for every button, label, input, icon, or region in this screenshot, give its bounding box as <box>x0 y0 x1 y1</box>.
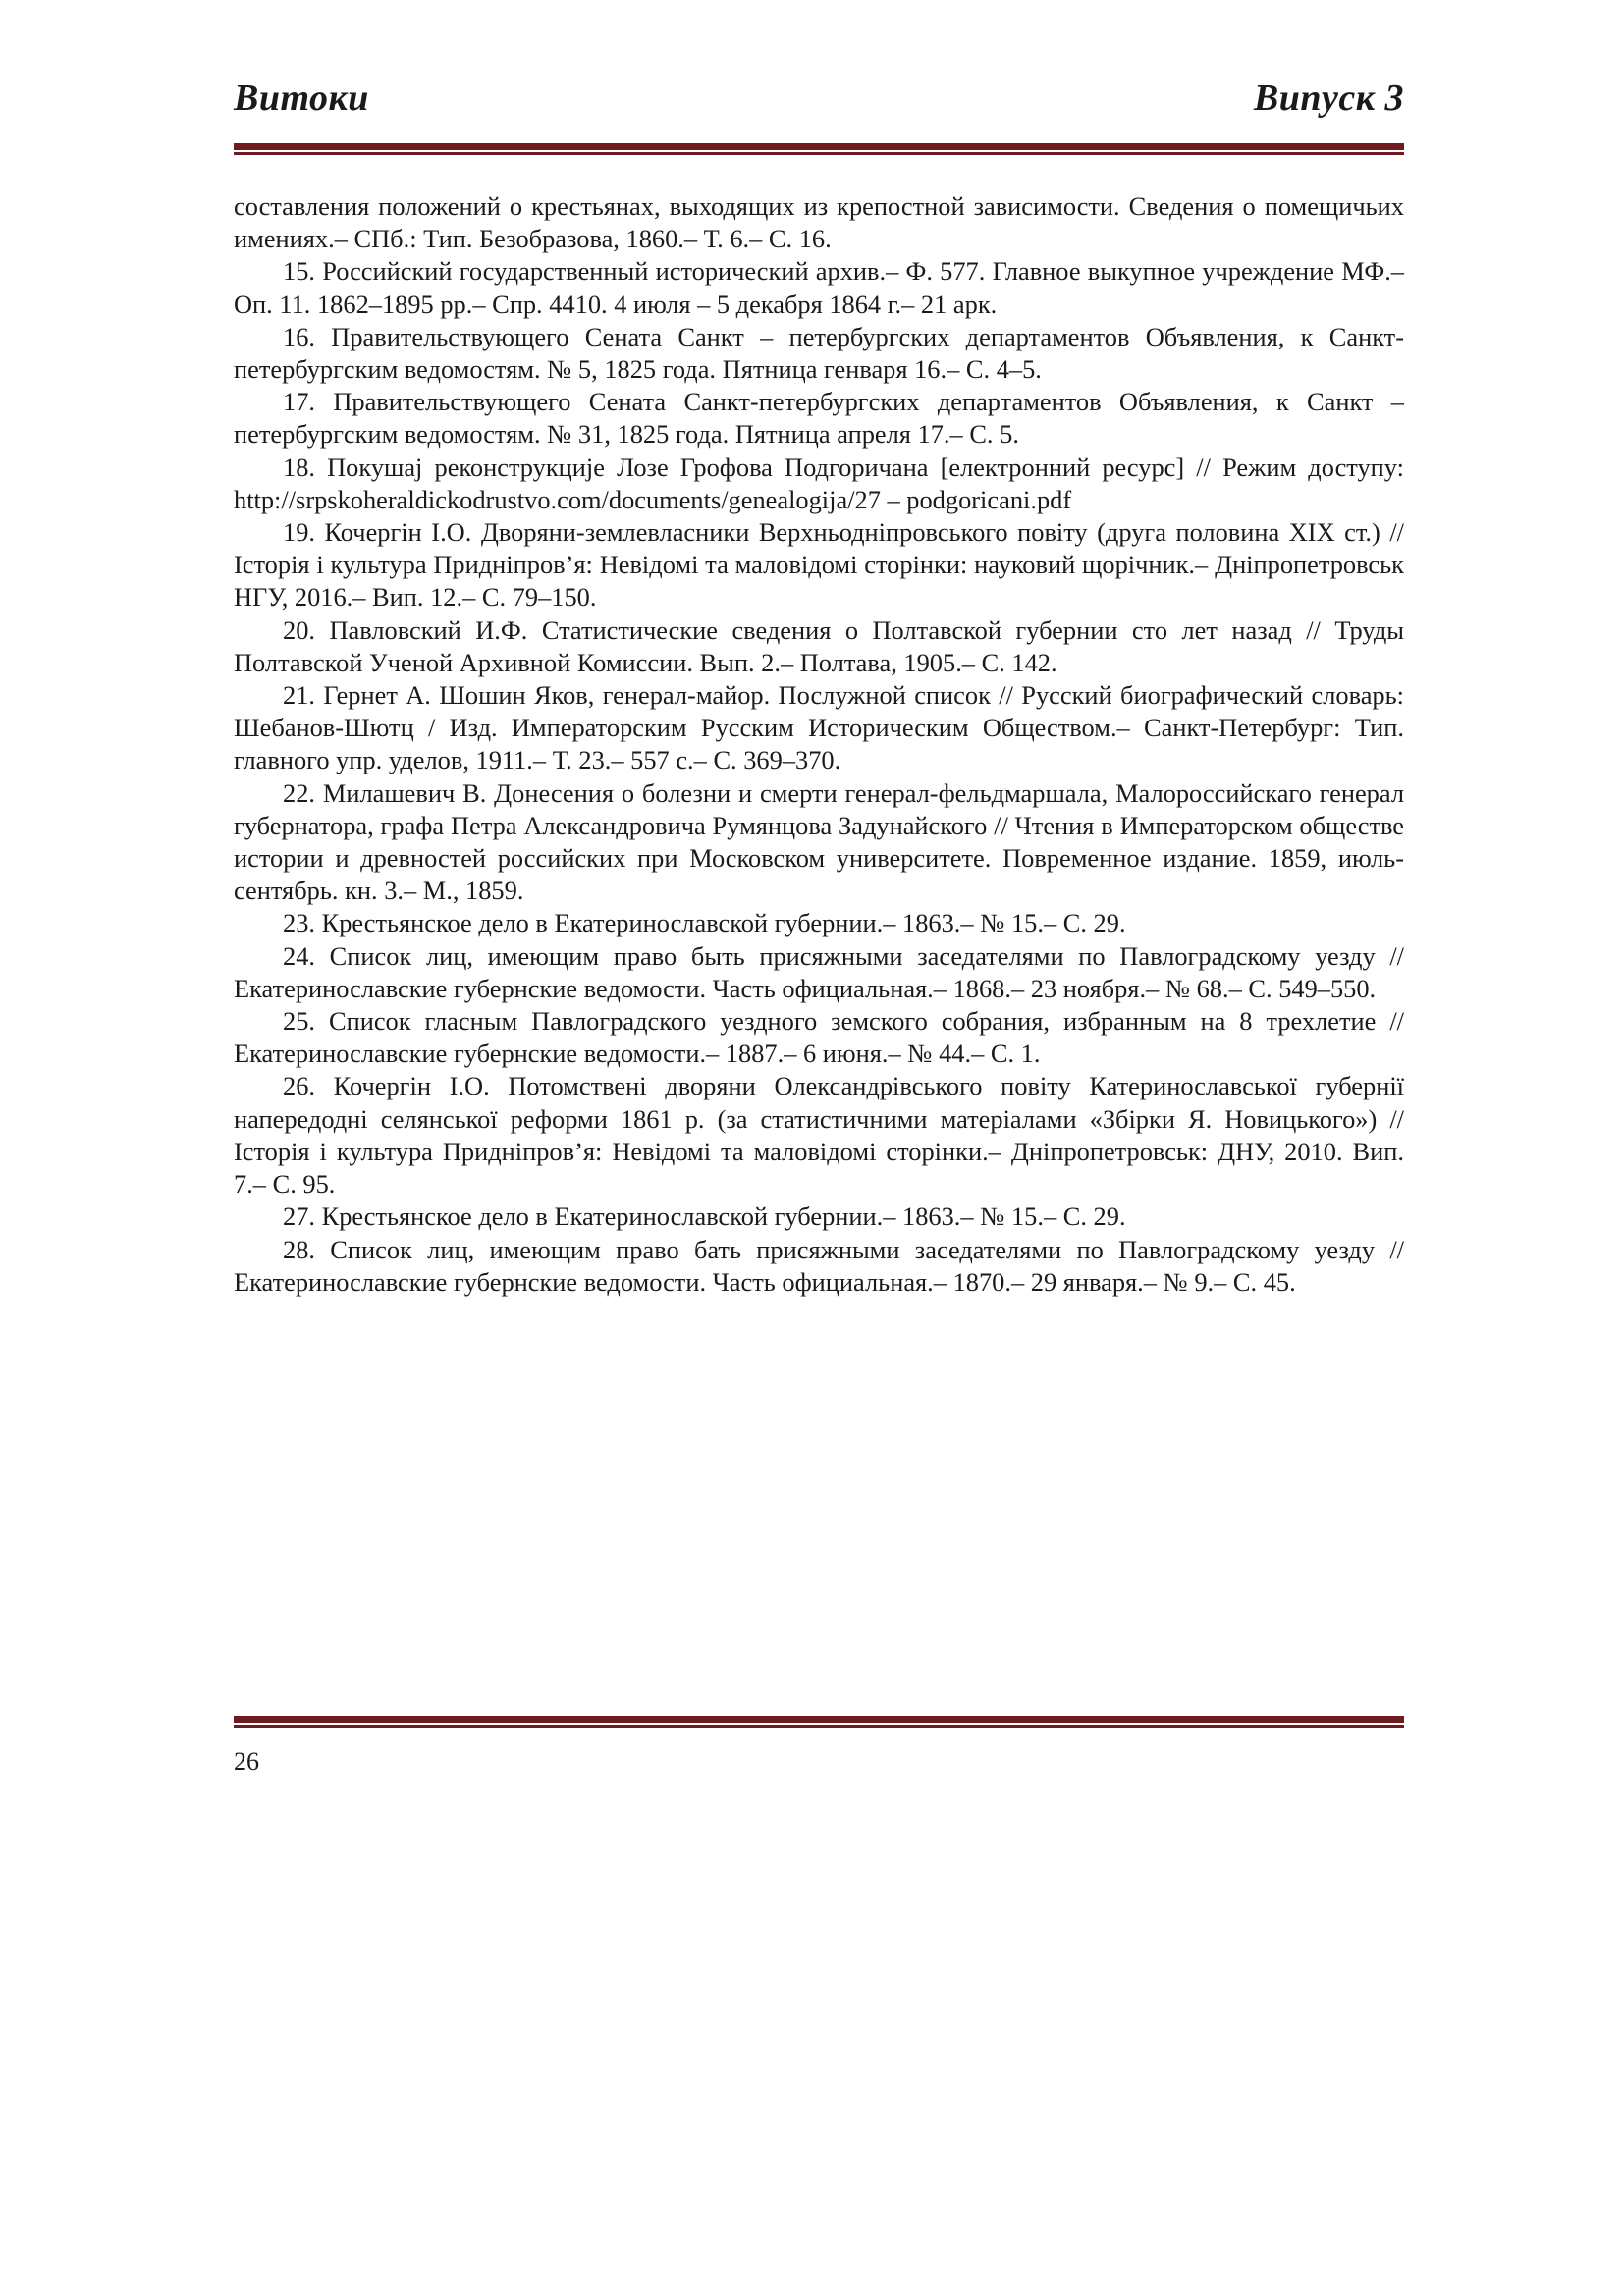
reference-item: 25. Список гласным Павлоградского уездного земского собрания, избранным на 8 трехлетие // Екатеринославские губернские ведомости.– 1887.– 6 июня.– № 44.– С. 1. <box>234 1006 1404 1069</box>
reference-item: 17. Правительствующего Сената Санкт-петербургских департаментов Объявления, к Санкт – петербургским ведомостям. № 31, 1825 года. Пятница апреля 17.– С. 5. <box>234 387 1404 450</box>
reference-item: 21. Гернет А. Шошин Яков, генерал-майор. Послужной список // Русский биографический словарь: Шебанов-Шютц / Изд. Императорским Русским Историческим Обществом.– Санкт-Петербург: Тип. главного упр. уделов, 1911.– Т. 23.– 557 с.– С. 369–370. <box>234 680 1404 775</box>
reference-item: 22. Милашевич В. Донесения о болезни и смерти генерал-фельдмаршала, Малороссийскаго генерал губернатора, графа Петра Александровича Румянцова Задунайского // Чтения в Императорском обществе истории и древностей российских при Московском университете. Повременное издание. 1859, июль-сентябрь. кн. 3.– М., 1859. <box>234 777 1404 906</box>
reference-list <box>234 190 1404 1299</box>
page-number: 26 <box>234 1747 259 1776</box>
reference-item: 18. Покушај реконструкције Лозе Грофова Подгоричана [електронний ресурс] // Режим доступу: http://srpskoheraldickodrustvo.com/documents/genealogija/27 – podgoricani.pdf <box>234 452 1404 514</box>
issue-label: Випуск 3 <box>1253 78 1404 119</box>
reference-item: 27. Крестьянское дело в Екатеринославской губернии.– 1863.– № 15.– С. 29. <box>283 1201 1126 1232</box>
reference-item: 20. Павловский И.Ф. Статистические сведения о Полтавской губернии сто лет назад // Труды Полтавской Ученой Архивной Комиссии. Вып. 2.– Полтава, 1905.– С. 142. <box>234 614 1404 677</box>
reference-item: 16. Правительствующего Сената Санкт – петербургских департаментов Объявления, к Санкт-петербургским ведомостям. № 5, 1825 года. Пятница генваря 16.– С. 4–5. <box>234 321 1404 385</box>
reference-item: 24. Список лиц, имеющим право быть присяжными заседателями по Павлоградскому уезду // Екатеринославские губернские ведомости. Часть официальная.– 1868.– 23 ноября.– № 68.– С. 549–550. <box>234 940 1404 1003</box>
footer-rule <box>234 1716 1404 1728</box>
reference-item-continued: составления положений о крестьянах, выходящих из крепостной зависимости. Сведения о помещичьих имениях.– СПб.: Тип. Безобразова, 1860.– Т. 6.– С. 16. <box>234 191 1404 254</box>
reference-item: 26. Кочергін І.О. Потомствені дворяни Олександрівського повіту Катеринославської губернії напередодні селянської реформи 1861 р. (за статистичними матеріалами «Збірки Я. Новицького») // Історія і культура Придніпров’я: Невідомі та маловідомі сторінки.– Дніпропетровськ: ДНУ, 2010. Вип. 7.– С. 95. <box>234 1071 1404 1200</box>
reference-item: 23. Крестьянское дело в Екатеринославской губернии.– 1863.– № 15.– С. 29. <box>283 908 1126 938</box>
reference-item: 28. Список лиц, имеющим право бать присяжными заседателями по Павлоградскому уезду // Екатеринославские губернские ведомости. Часть официальная.– 1870.– 29 января.– № 9.– С. 45. <box>234 1234 1404 1297</box>
header-rule <box>234 143 1404 155</box>
running-header <box>234 77 1404 135</box>
journal-title: Витоки <box>234 78 369 119</box>
reference-item: 15. Российский государственный исторический архив.– Ф. 577. Главное выкупное учреждение МФ.– Оп. 11. 1862–1895 рр.– Спр. 4410. 4 июля – 5 декабря 1864 г.– 21 арк. <box>234 256 1404 319</box>
reference-item: 19. Кочергін І.О. Дворяни-землевласники Верхньодніпровського повіту (друга половина ХІХ ст.) // Історія і культура Придніпров’я: Невідомі та маловідомі сторінки: науковий щорічник.– Дніпропетровськ НГУ, 2016.– Вип. 12.– С. 79–150. <box>234 517 1404 613</box>
